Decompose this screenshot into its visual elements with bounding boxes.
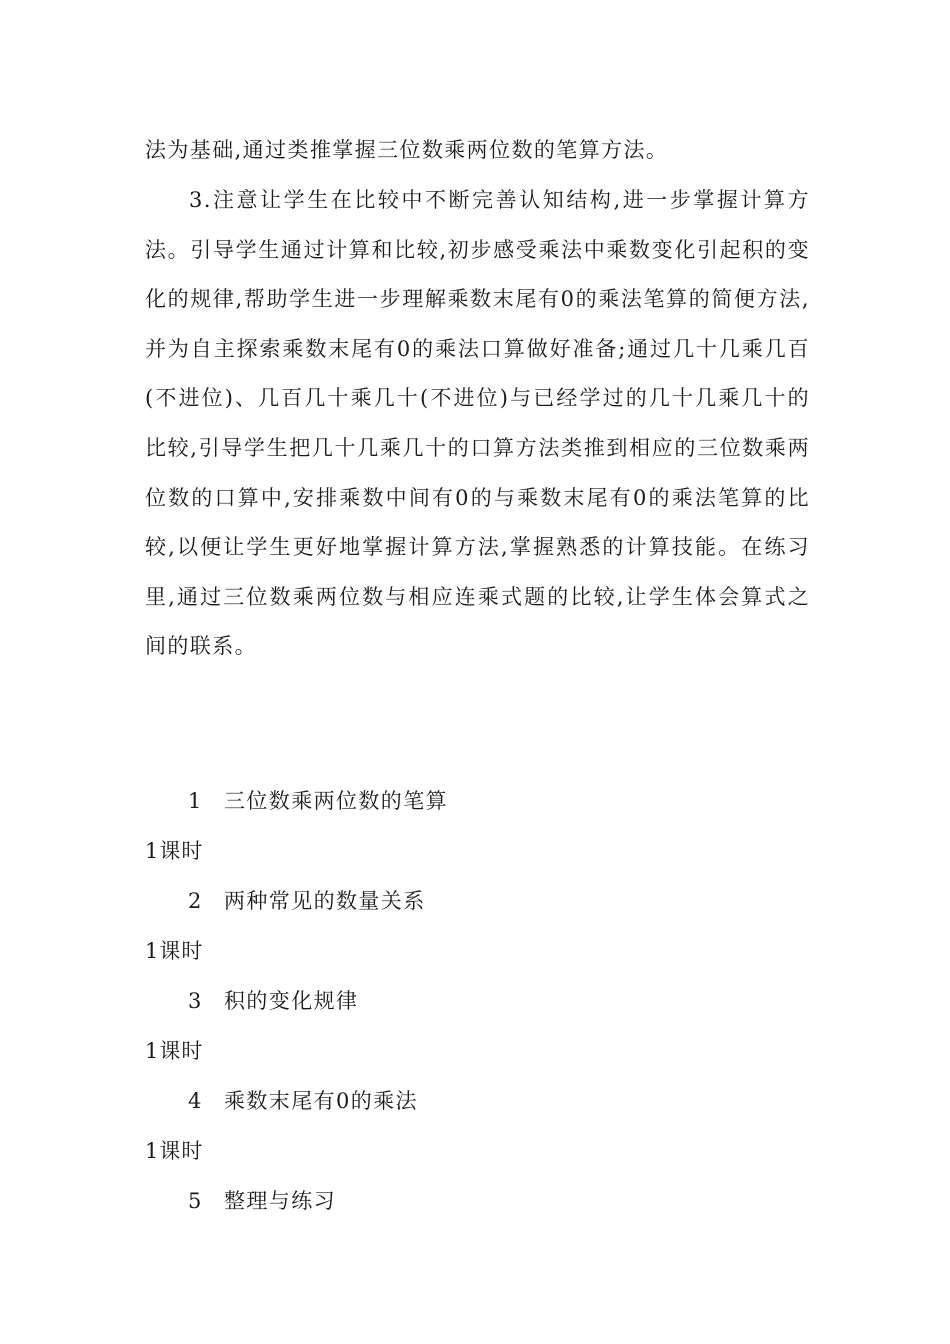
lesson-title: [188, 785, 448, 815]
lesson-number: 4: [188, 1089, 203, 1113]
lesson-name: 积的变化规律: [224, 989, 359, 1013]
paragraph-point-3: 3.注意让学生在比较中不断完善认知结构,进一步掌握计算方法。引导学生通过计算和比较,初步感受乘法中乘数变化引起积的变化的规律,帮助学生进一步理解乘数末尾有0的乘法笔算的简便方法,并为自主探索乘数末尾有0的乘法口算做好准备;通过几十几乘几百(不进位)、几百几十乘几十(不进位)与已经学过的几十几乘几十的比较,引导学生把几十几乘几十的口算方法类推到相应的三位数乘两位数的口算中,安排乘数中间有0的与乘数末尾有0的乘法笔算的比较,以便让学生更好地掌握计算方法,掌握熟悉的计算技能。在练习里,通过三位数乘两位数与相应连乘式题的比较,让学生体会算式之间的联系。: [145, 188, 810, 659]
paragraph-continuation: 法为基础,通过类推掌握三位数乘两位数的笔算方法。: [145, 138, 669, 162]
lesson-title: [188, 1185, 336, 1215]
lesson-name: 乘数末尾有0的乘法: [224, 1089, 418, 1113]
lesson-hours: 1课时: [145, 939, 204, 963]
lesson-title: [188, 985, 358, 1015]
lesson-number: 2: [188, 889, 203, 913]
lesson-title: [188, 1085, 418, 1115]
lesson-hours: 1课时: [145, 1139, 204, 1163]
lesson-name: 整理与练习: [224, 1189, 336, 1213]
lesson-hours: 1课时: [145, 839, 204, 863]
lesson-number: 3: [188, 989, 203, 1013]
lesson-number: 1: [188, 789, 203, 813]
lesson-name: 三位数乘两位数的笔算: [224, 789, 448, 813]
lesson-name: 两种常见的数量关系: [224, 889, 426, 913]
lesson-number: 5: [188, 1189, 203, 1213]
lesson-title: [188, 885, 426, 915]
lesson-hours: 1课时: [145, 1039, 204, 1063]
